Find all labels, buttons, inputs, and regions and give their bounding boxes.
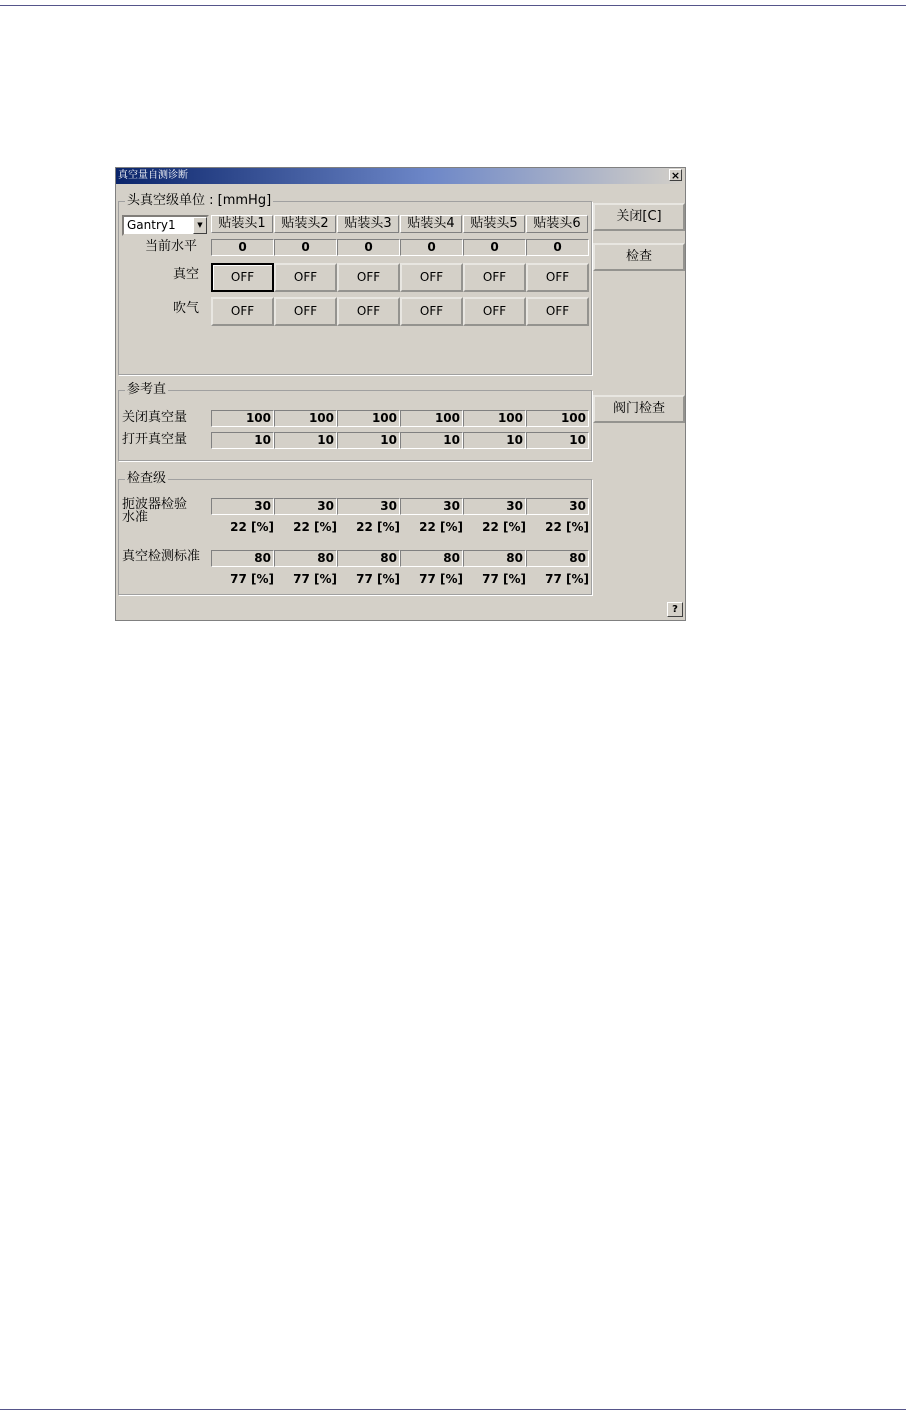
filter-check-3[interactable]: 30: [337, 498, 400, 515]
vacuum-pct-1: 77 [%]: [230, 572, 274, 586]
open-vacuum-1[interactable]: 10: [211, 432, 274, 449]
open-vacuum-2[interactable]: 10: [274, 432, 337, 449]
filter-check-label-line2: 水准: [122, 510, 149, 525]
filter-check-5[interactable]: 30: [463, 498, 526, 515]
vacuum-standard-6[interactable]: 80: [526, 550, 589, 567]
vacuum-pct-5: 77 [%]: [482, 572, 526, 586]
open-vacuum-3[interactable]: 10: [337, 432, 400, 449]
vacuum-pct-4: 77 [%]: [419, 572, 463, 586]
filter-pct-2: 22 [%]: [293, 520, 337, 534]
blow-toggle-5[interactable]: OFF: [463, 297, 526, 326]
close-vacuum-5[interactable]: 100: [463, 410, 526, 427]
close-icon[interactable]: ×: [670, 169, 681, 182]
current-level-label: 当前水平: [145, 239, 198, 254]
filter-pct-1: 22 [%]: [230, 520, 274, 534]
open-vacuum-6[interactable]: 10: [526, 432, 589, 449]
vacuum-toggle-1[interactable]: OFF: [211, 263, 274, 292]
filter-check-1[interactable]: 30: [211, 498, 274, 515]
filter-check-6[interactable]: 30: [526, 498, 589, 515]
help-icon[interactable]: ?: [667, 602, 683, 617]
close-button[interactable]: 关闭[C]: [593, 203, 685, 231]
blow-toggle-6[interactable]: OFF: [526, 297, 589, 326]
vacuum-pct-2: 77 [%]: [293, 572, 337, 586]
check-button[interactable]: 检查: [593, 243, 685, 271]
page-top-rule: [0, 5, 906, 6]
vacuum-standard-3[interactable]: 80: [337, 550, 400, 567]
dialog-title: 真空量自测诊断: [118, 170, 188, 181]
head-header-4: 贴装头4: [400, 215, 462, 233]
head-header-5: 贴装头5: [463, 215, 525, 233]
filter-check-label-line1: 扼波器检验: [122, 497, 188, 512]
head-header-3: 贴装头3: [337, 215, 399, 233]
vacuum-standard-1[interactable]: 80: [211, 550, 274, 567]
filter-check-2[interactable]: 30: [274, 498, 337, 515]
head-header-1: 贴装头1: [211, 215, 273, 233]
vacuum-toggle-3[interactable]: OFF: [337, 263, 400, 292]
filter-pct-6: 22 [%]: [545, 520, 589, 534]
vacuum-toggle-6[interactable]: OFF: [526, 263, 589, 292]
filter-check-4[interactable]: 30: [400, 498, 463, 515]
current-level-2: 0: [274, 239, 337, 256]
vacuum-pct-3: 77 [%]: [356, 572, 400, 586]
blow-toggle-3[interactable]: OFF: [337, 297, 400, 326]
current-level-3: 0: [337, 239, 400, 256]
current-level-6: 0: [526, 239, 589, 256]
filter-pct-5: 22 [%]: [482, 520, 526, 534]
vacuum-toggle-5[interactable]: OFF: [463, 263, 526, 292]
filter-pct-4: 22 [%]: [419, 520, 463, 534]
vacuum-label: 真空: [173, 267, 200, 282]
current-level-5: 0: [463, 239, 526, 256]
close-vacuum-3[interactable]: 100: [337, 410, 400, 427]
open-vacuum-4[interactable]: 10: [400, 432, 463, 449]
page-bottom-rule: [0, 1409, 906, 1410]
blow-toggle-4[interactable]: OFF: [400, 297, 463, 326]
close-vacuum-4[interactable]: 100: [400, 410, 463, 427]
head-header-6: 贴装头6: [526, 215, 588, 233]
gantry-select-value: Gantry1: [127, 218, 176, 232]
current-level-4: 0: [400, 239, 463, 256]
vacuum-standard-2[interactable]: 80: [274, 550, 337, 567]
dialog-titlebar: [116, 168, 685, 184]
vacuum-standard-label: 真空检测标准: [122, 549, 201, 564]
reference-legend: 参考直: [127, 382, 167, 397]
blow-label: 吹气: [173, 301, 200, 316]
vacuum-toggle-4[interactable]: OFF: [400, 263, 463, 292]
head-vacuum-legend: 头真空级单位 : [mmHg]: [127, 193, 272, 208]
vacuum-pct-6: 77 [%]: [545, 572, 589, 586]
blow-toggle-1[interactable]: OFF: [211, 297, 274, 326]
chevron-down-icon[interactable]: ▼: [193, 217, 207, 234]
vacuum-standard-5[interactable]: 80: [463, 550, 526, 567]
close-vacuum-label: 关闭真空量: [122, 410, 188, 425]
gantry-select[interactable]: [122, 215, 209, 236]
open-vacuum-5[interactable]: 10: [463, 432, 526, 449]
close-vacuum-2[interactable]: 100: [274, 410, 337, 427]
blow-toggle-2[interactable]: OFF: [274, 297, 337, 326]
current-level-1: 0: [211, 239, 274, 256]
vacuum-standard-4[interactable]: 80: [400, 550, 463, 567]
vacuum-diagnosis-dialog: [115, 167, 686, 621]
filter-pct-3: 22 [%]: [356, 520, 400, 534]
vacuum-toggle-2[interactable]: OFF: [274, 263, 337, 292]
check-level-legend: 检查级: [127, 471, 167, 486]
close-vacuum-6[interactable]: 100: [526, 410, 589, 427]
open-vacuum-label: 打开真空量: [122, 432, 188, 447]
valve-check-button[interactable]: 阀门检查: [593, 395, 685, 423]
close-vacuum-1[interactable]: 100: [211, 410, 274, 427]
head-header-2: 贴装头2: [274, 215, 336, 233]
